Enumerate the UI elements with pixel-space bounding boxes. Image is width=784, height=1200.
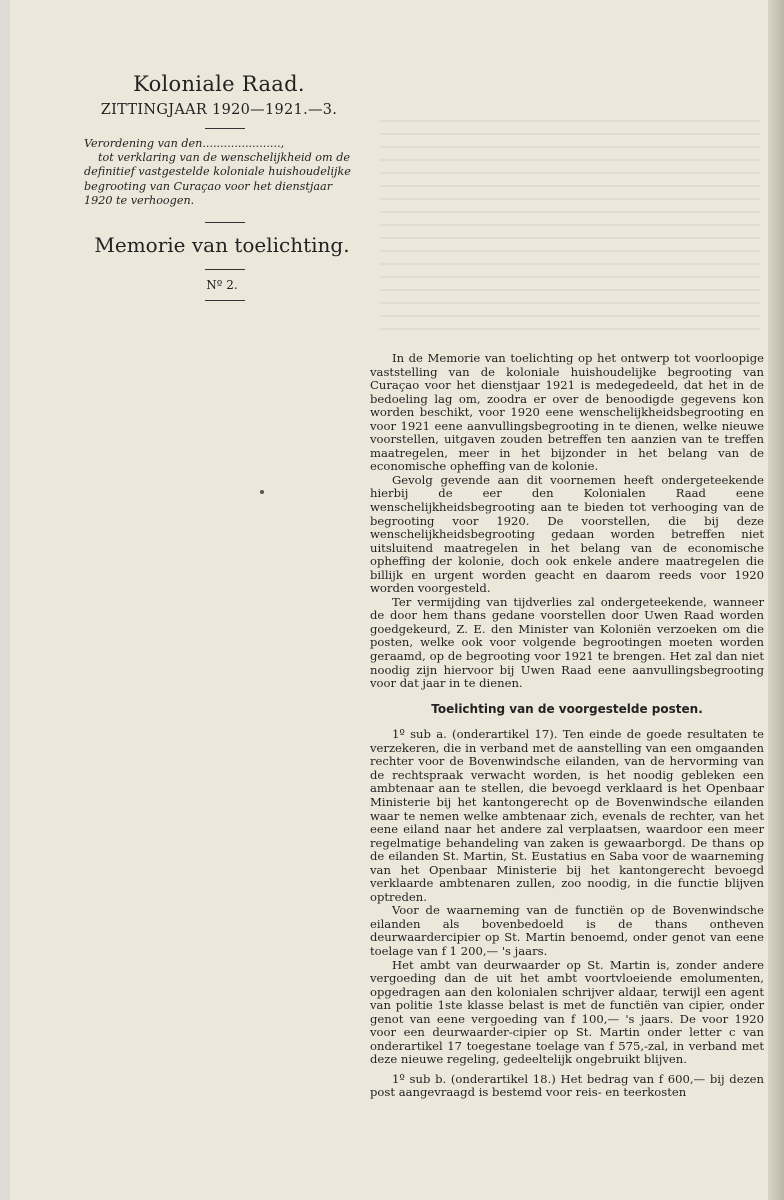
session-year: ZITTINGJAAR 1920—1921.—3.	[100, 102, 338, 118]
document-page	[10, 0, 784, 1200]
paragraph: 1º sub a. (onderartikel 17). Ten einde de goede resultaten te verzekeren, die in verband met de aanstelling van een omgaanden rechter voor de Bovenwindsche eilanden, van de hervorming van de rechtspraak verwacht worden, is het noodig gebleken een ambtenaar aan te stellen, die bevoegd verklaard is het Openbaar Ministerie bij het kantongerecht op de Bovenwindsche eilanden waar te nemen welke ambtenaar zich, evenals de rechter, van het eene eiland naar het andere zal verplaatsen, waardoor een meer regelmatige behandeling van zaken is gewaarborgd. De thans op de eilanden St. Martin, St. Eustatius en Saba voor de waarneming van het Openbaar Ministerie bij het kantongerecht bevoegd verklaarde ambtenaren zullen, zoo noodig, in die functie blijven optreden.	[370, 727, 764, 904]
council-title: Koloniale Raad.	[133, 72, 305, 96]
page-edge	[768, 0, 784, 1200]
regulation-line: tot verklaring van de wenschelijkheid om de	[98, 151, 350, 165]
section-heading: Toelichting van de voorgestelde posten.	[431, 701, 703, 716]
body-text	[370, 352, 764, 1100]
regulation-text	[84, 137, 350, 208]
document-number: Nº 2.	[206, 278, 238, 293]
regulation-line: Verordening van den......................,	[84, 137, 285, 150]
regulation-line: begrooting van Curaçao voor het dienstjaar	[84, 179, 333, 193]
regulation-line: definitief vastgestelde koloniale huishoudelijke	[84, 165, 351, 179]
divider	[205, 222, 245, 223]
bleed-through-text	[380, 120, 760, 340]
document-header	[80, 72, 350, 309]
paragraph: In de Memorie van toelichting op het ontwerp tot voorloopige vaststelling van de koloniale huishoudelijke begrooting van Curaçao voor het dienstjaar 1921 is medegedeeld, dat het in de bedoeling lag om, zoodra er over de benoodigde gegevens kon worden beschikt, voor 1920 eene wenschelijkheidsbegrooting en voor 1921 eene aanvullingsbegrooting in te dienen, welke nieuwe voorstellen, uitgaven zouden betreffen ten aanzien van te treffen maatregelen, meer in het bijzonder in het belang van de economische opheffing van de kolonie.	[370, 351, 764, 474]
divider	[205, 300, 245, 301]
regulation-line: 1920 te verhoogen.	[84, 193, 195, 207]
memorie-title: Memorie van toelichting.	[94, 233, 350, 258]
divider	[205, 269, 245, 270]
paragraph: Het ambt van deurwaarder op St. Martin is, zonder andere vergoeding dan de uit het ambt voortvloeiende emolumenten, opgedragen aan den kolonialen schrijver aldaar, terwijl een agent van politie 1ste klasse belast is met de functiën van cipier, onder genot van eene vergoeding van f 100,— 's jaars. De voor 1920 voor een deurwaarder-cipier op St. Martin onder letter c van onderartikel 17 toegestane toelage van f 575,-zal, in verband met deze nieuwe regeling, gedeeltelijk ongebruikt blijven.	[370, 957, 764, 1067]
paragraph: Ter vermijding van tijdverlies zal ondergeteekende, wanneer de door hem thans gedane voorstellen door Uwen Raad worden goedgekeurd, Z. E. den Minister van Koloniën verzoeken om die posten, welke ook voor volgende begrootingen moeten worden geraamd, op de begrooting voor 1921 te brengen. Het zal dan niet noodig zijn hiervoor bij Uwen Raad eene aanvullingsbegrooting voor dat jaar in te dienen.	[370, 594, 764, 691]
divider	[205, 128, 245, 129]
paragraph: Voor de waarneming van de functiën op de Bovenwindsche eilanden als bovenbedoeld is de thans ontheven deurwaardercipier op St. Martin benoemd, onder genot van eene toelage van f 1 200,— 's jaars.	[370, 903, 764, 958]
paragraph: 1º sub b. (onderartikel 18.) Het bedrag van f 600,— bij dezen post aangevraagd is bestemd voor reis- en teerkosten	[370, 1071, 764, 1100]
ink-speck	[260, 490, 264, 494]
paragraph: Gevolg gevende aan dit voornemen heeft ondergeteekende hierbij de eer den Kolonialen Raad eene wenschelijkheidsbegrooting aan te bieden tot verhooging van de begrooting voor 1920. De voorstellen, die bij deze wenschelijkheidsbegrooting gedaan worden betreffen niet uitsluitend maatregelen in het belang van de economische opheffing der kolonie, doch ook enkele andere maatregelen die billijk en urgent worden geacht en daarom reeds voor 1920 worden voorgesteld.	[370, 472, 764, 596]
